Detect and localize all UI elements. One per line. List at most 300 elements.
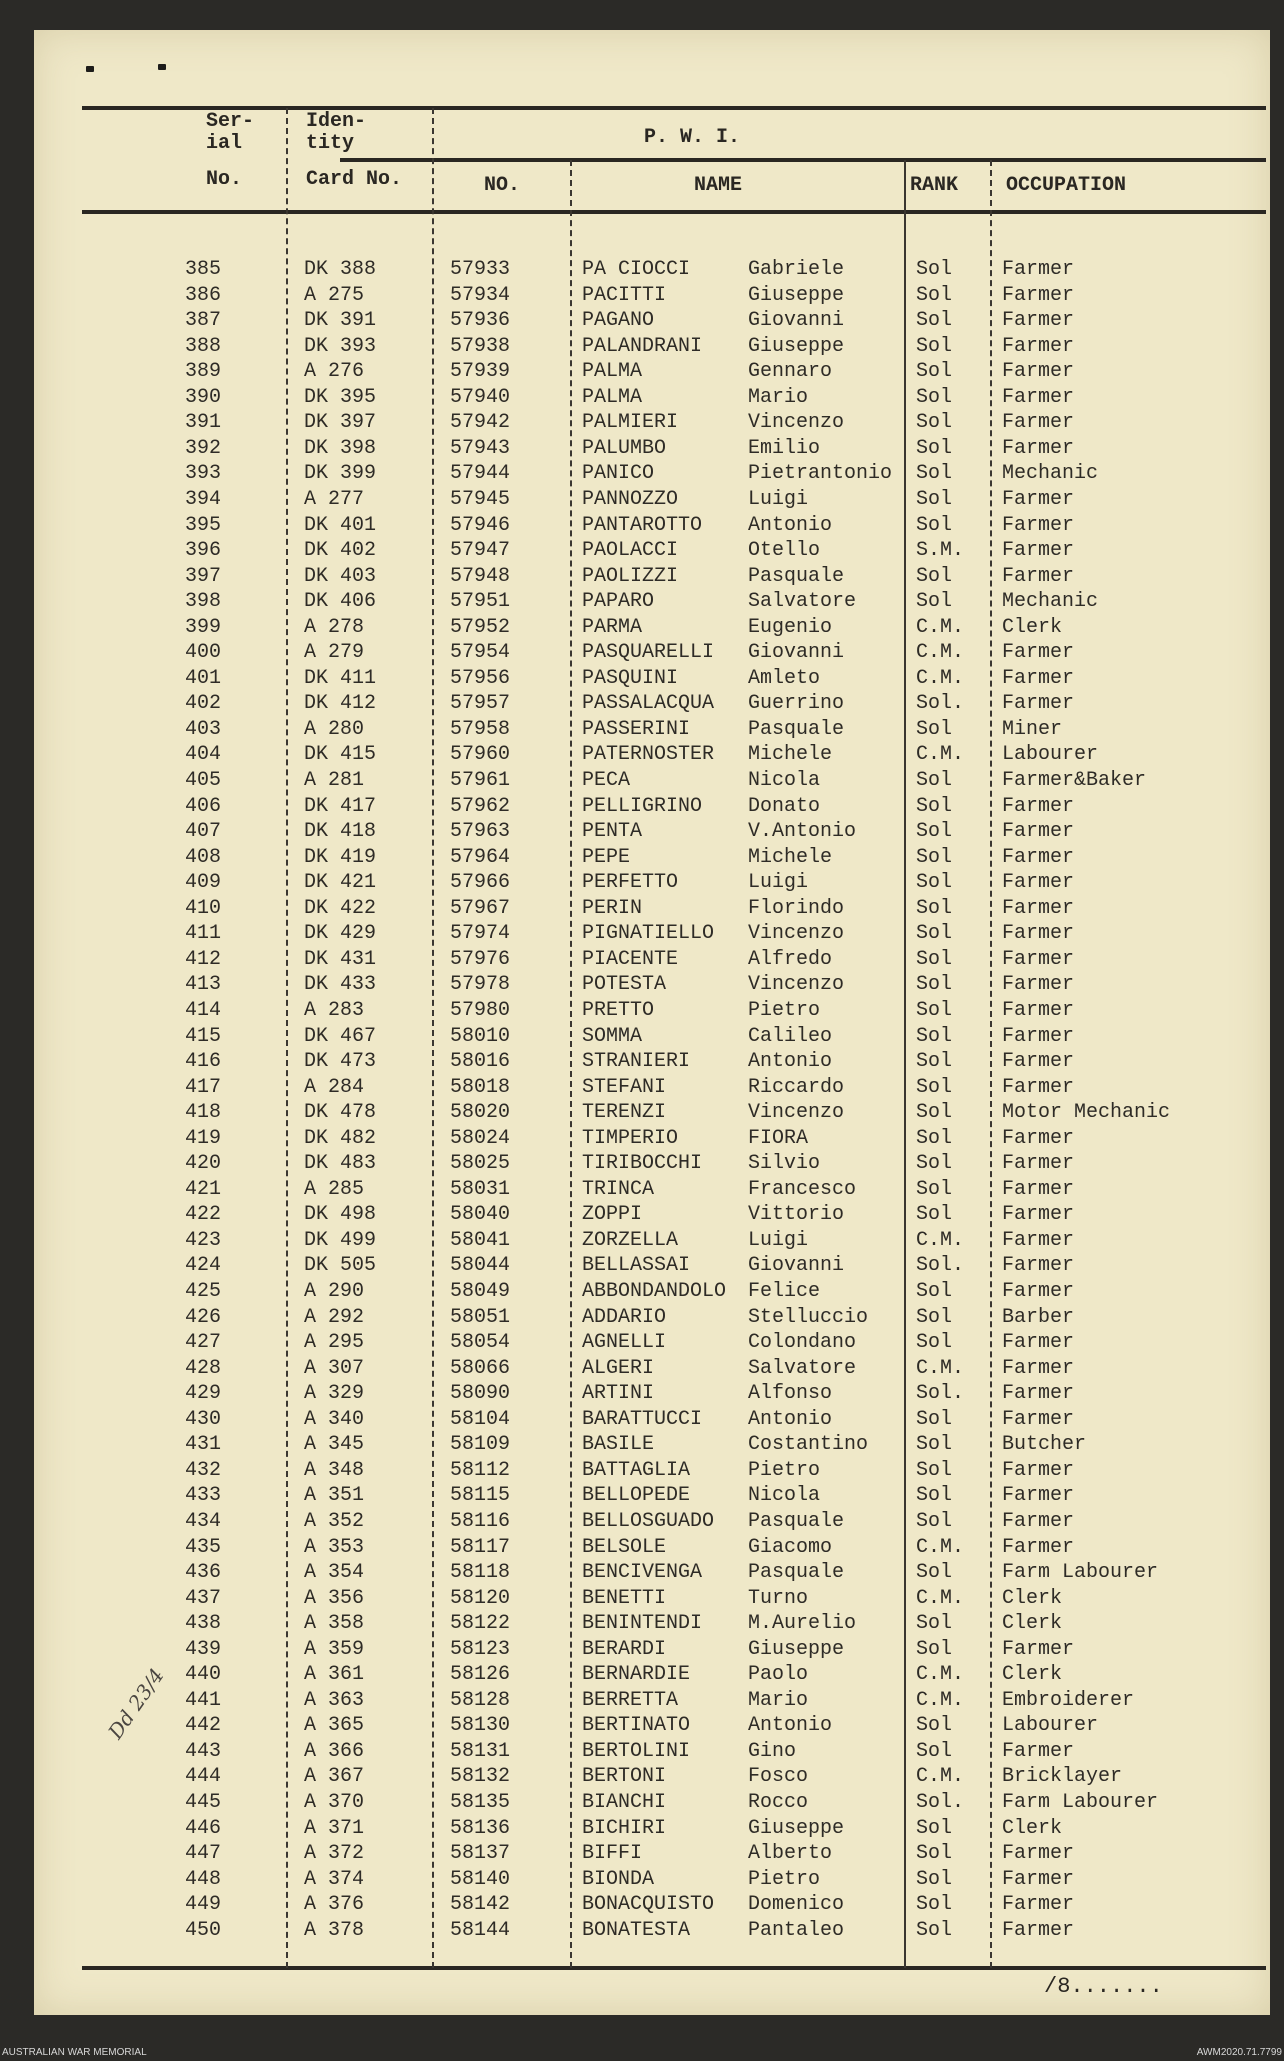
cell-surname: PEPE bbox=[582, 845, 631, 869]
table-row bbox=[34, 641, 1270, 666]
cell-idcard: A 292 bbox=[304, 1305, 365, 1329]
cell-rank: C.M. bbox=[916, 1765, 965, 1789]
cell-rank: C.M. bbox=[916, 1688, 965, 1712]
cell-no: 58122 bbox=[450, 1612, 511, 1636]
cell-no: 57951 bbox=[450, 590, 511, 614]
cell-no: 57936 bbox=[450, 309, 511, 333]
cell-idcard: A 307 bbox=[304, 1356, 365, 1380]
cell-idcard: DK 419 bbox=[304, 845, 377, 869]
table-row bbox=[34, 846, 1270, 871]
cell-surname: BONATESTA bbox=[582, 1918, 691, 1942]
cell-given: Donato bbox=[748, 794, 821, 818]
cell-occupation: Farmer bbox=[1002, 1458, 1075, 1482]
cell-serial: 448 bbox=[185, 1867, 222, 1891]
cell-occupation: Farmer bbox=[1002, 564, 1075, 588]
cell-rank: Sol bbox=[916, 385, 953, 409]
cell-rank: C.M. bbox=[916, 666, 965, 690]
cell-idcard: A 352 bbox=[304, 1509, 365, 1533]
cell-given: Guerrino bbox=[748, 692, 845, 716]
cell-rank: Sol bbox=[916, 1203, 953, 1227]
cell-no: 57945 bbox=[450, 487, 511, 511]
cell-no: 58104 bbox=[450, 1407, 511, 1431]
cell-serial: 388 bbox=[185, 334, 222, 358]
cell-serial: 439 bbox=[185, 1637, 222, 1661]
cell-rank: Sol bbox=[916, 871, 953, 895]
cell-no: 57960 bbox=[450, 743, 511, 767]
cell-rank: Sol bbox=[916, 1509, 953, 1533]
cell-surname: PAGANO bbox=[582, 309, 655, 333]
cell-rank: Sol bbox=[916, 564, 953, 588]
cell-surname: ARTINI bbox=[582, 1382, 655, 1406]
cell-surname: BELLOPEDE bbox=[582, 1484, 691, 1508]
table-row bbox=[34, 1025, 1270, 1050]
cell-occupation: Miner bbox=[1002, 717, 1063, 741]
cell-idcard: DK 402 bbox=[304, 539, 377, 563]
cell-idcard: A 281 bbox=[304, 769, 365, 792]
table-row bbox=[34, 616, 1270, 641]
cell-idcard: A 361 bbox=[304, 1663, 365, 1687]
cell-occupation: Farmer bbox=[1002, 385, 1075, 409]
table-row bbox=[34, 718, 1270, 743]
cell-given: Giovanni bbox=[748, 1254, 845, 1278]
cell-no: 57933 bbox=[450, 258, 511, 281]
cell-occupation: Farmer bbox=[1002, 1407, 1075, 1431]
cell-occupation: Farmer bbox=[1002, 947, 1075, 971]
cell-surname: PECA bbox=[582, 769, 631, 792]
cell-surname: BONACQUISTO bbox=[582, 1893, 715, 1917]
cell-occupation: Farmer bbox=[1002, 436, 1075, 460]
cell-given: Mario bbox=[748, 385, 809, 409]
header-serial-3: No. bbox=[206, 168, 243, 191]
table-row bbox=[34, 1740, 1270, 1765]
cell-idcard: A 280 bbox=[304, 717, 365, 741]
table-row bbox=[34, 360, 1270, 385]
cell-idcard: A 278 bbox=[304, 615, 365, 639]
cell-no: 58051 bbox=[450, 1305, 511, 1329]
cell-occupation: Farmer bbox=[1002, 513, 1075, 537]
cell-serial: 398 bbox=[185, 590, 222, 614]
cell-surname: TERENZI bbox=[582, 1101, 667, 1125]
table-row bbox=[34, 897, 1270, 922]
cell-occupation: Farmer bbox=[1002, 539, 1075, 563]
table-row bbox=[34, 1689, 1270, 1714]
cell-no: 58120 bbox=[450, 1586, 511, 1610]
cell-idcard: DK 412 bbox=[304, 692, 377, 716]
table-bottom-rule bbox=[82, 1966, 1266, 1970]
cell-given: Vittorio bbox=[748, 1203, 845, 1227]
cell-given: Alberto bbox=[748, 1842, 833, 1866]
cell-given: Riccardo bbox=[748, 1075, 845, 1099]
cell-serial: 406 bbox=[185, 794, 222, 818]
cell-rank: Sol bbox=[916, 1126, 953, 1150]
cell-given: Gabriele bbox=[748, 258, 845, 281]
cell-surname: BERRETTA bbox=[582, 1688, 679, 1712]
credit-accession-number: AWM2020.71.7799 bbox=[1196, 2047, 1282, 2058]
cell-rank: Sol bbox=[916, 258, 953, 281]
cell-surname: PALANDRANI bbox=[582, 334, 703, 358]
cell-no: 57948 bbox=[450, 564, 511, 588]
cell-surname: PANICO bbox=[582, 462, 655, 486]
cell-idcard: DK 505 bbox=[304, 1254, 377, 1278]
cell-occupation: Mechanic bbox=[1002, 462, 1099, 486]
cell-occupation: Farmer bbox=[1002, 1126, 1075, 1150]
cell-surname: BICHIRI bbox=[582, 1816, 667, 1840]
cell-occupation: Barber bbox=[1002, 1305, 1075, 1329]
cell-surname: TIMPERIO bbox=[582, 1126, 679, 1150]
cell-rank: Sol bbox=[916, 1177, 953, 1201]
cell-rank: C.M. bbox=[916, 1356, 965, 1380]
cell-idcard: A 378 bbox=[304, 1918, 365, 1942]
cell-no: 58066 bbox=[450, 1356, 511, 1380]
cell-serial: 404 bbox=[185, 743, 222, 767]
cell-surname: PACITTI bbox=[582, 283, 667, 307]
table-row bbox=[34, 999, 1270, 1024]
cell-occupation: Farmer bbox=[1002, 820, 1075, 844]
cell-no: 58016 bbox=[450, 1050, 511, 1074]
cell-surname: BATTAGLIA bbox=[582, 1458, 691, 1482]
cell-surname: BENETTI bbox=[582, 1586, 667, 1610]
cell-idcard: A 277 bbox=[304, 487, 365, 511]
cell-surname: PERFETTO bbox=[582, 871, 679, 895]
table-row bbox=[34, 258, 1270, 283]
cell-no: 58018 bbox=[450, 1075, 511, 1099]
cell-occupation: Farmer bbox=[1002, 1331, 1075, 1355]
cell-occupation: Farmer bbox=[1002, 641, 1075, 665]
cell-no: 57946 bbox=[450, 513, 511, 537]
cell-given: Rocco bbox=[748, 1791, 809, 1814]
cell-surname: ZORZELLA bbox=[582, 1228, 679, 1252]
cell-no: 57956 bbox=[450, 666, 511, 690]
cell-no: 57947 bbox=[450, 539, 511, 563]
cell-idcard: DK 403 bbox=[304, 564, 377, 588]
cell-no: 58109 bbox=[450, 1433, 511, 1457]
cell-occupation: Farmer bbox=[1002, 1739, 1075, 1763]
cell-serial: 415 bbox=[185, 1024, 222, 1048]
cell-rank: Sol bbox=[916, 309, 953, 333]
table-row bbox=[34, 1638, 1270, 1663]
cell-surname: PASSALACQUA bbox=[582, 692, 715, 716]
cell-given: Antonio bbox=[748, 1407, 833, 1431]
cell-no: 58118 bbox=[450, 1561, 511, 1585]
cell-occupation: Mechanic bbox=[1002, 590, 1099, 614]
cell-given: Vincenzo bbox=[748, 411, 845, 435]
table-row bbox=[34, 309, 1270, 334]
cell-given: Turno bbox=[748, 1586, 809, 1610]
cell-occupation: Farmer bbox=[1002, 998, 1075, 1022]
table-row bbox=[34, 1408, 1270, 1433]
table-row bbox=[34, 1765, 1270, 1790]
cell-surname: PARMA bbox=[582, 615, 643, 639]
cell-serial: 449 bbox=[185, 1893, 222, 1917]
cell-given: Pietro bbox=[748, 998, 821, 1022]
cell-surname: BERTINATO bbox=[582, 1714, 691, 1738]
header-group: P. W. I. bbox=[644, 126, 741, 149]
cell-occupation: Farmer bbox=[1002, 1228, 1075, 1252]
cell-given: Pasquale bbox=[748, 717, 845, 741]
cell-serial: 441 bbox=[185, 1688, 222, 1712]
cell-occupation: Farmer bbox=[1002, 1867, 1075, 1891]
cell-given: Salvatore bbox=[748, 590, 857, 614]
cell-given: Emilio bbox=[748, 436, 821, 460]
table-row bbox=[34, 820, 1270, 845]
cell-rank: Sol bbox=[916, 513, 953, 537]
cell-surname: PASQUINI bbox=[582, 666, 679, 690]
cell-occupation: Labourer bbox=[1002, 1714, 1099, 1738]
cell-no: 58020 bbox=[450, 1101, 511, 1125]
table-row bbox=[34, 922, 1270, 947]
table-row bbox=[34, 743, 1270, 768]
cell-rank: Sol bbox=[916, 1714, 953, 1738]
cell-rank: C.M. bbox=[916, 615, 965, 639]
credit-institution: AUSTRALIAN WAR MEMORIAL bbox=[2, 2047, 147, 2058]
cell-serial: 444 bbox=[185, 1765, 222, 1789]
cell-serial: 412 bbox=[185, 947, 222, 971]
page-continuation: /8....... bbox=[1044, 1974, 1163, 1999]
table-row bbox=[34, 335, 1270, 360]
cell-given: Giuseppe bbox=[748, 1816, 845, 1840]
cell-given: Giuseppe bbox=[748, 1637, 845, 1661]
cell-surname: PRETTO bbox=[582, 998, 655, 1022]
cell-occupation: Bricklayer bbox=[1002, 1765, 1123, 1789]
cell-no: 57957 bbox=[450, 692, 511, 716]
cell-idcard: DK 498 bbox=[304, 1203, 377, 1227]
cell-idcard: A 374 bbox=[304, 1867, 365, 1891]
cell-given: Pietro bbox=[748, 1458, 821, 1482]
cell-rank: Sol bbox=[916, 1458, 953, 1482]
cell-no: 58115 bbox=[450, 1484, 511, 1508]
cell-occupation: Farmer bbox=[1002, 973, 1075, 997]
cell-no: 58031 bbox=[450, 1177, 511, 1201]
header-no: NO. bbox=[484, 174, 521, 197]
cell-rank: Sol bbox=[916, 283, 953, 307]
cell-idcard: A 370 bbox=[304, 1791, 365, 1814]
cell-serial: 446 bbox=[185, 1816, 222, 1840]
cell-idcard: A 366 bbox=[304, 1739, 365, 1763]
cell-idcard: DK 421 bbox=[304, 871, 377, 895]
cell-no: 58049 bbox=[450, 1280, 511, 1303]
cell-no: 58117 bbox=[450, 1535, 511, 1559]
cell-idcard: A 285 bbox=[304, 1177, 365, 1201]
cell-given: Pasquale bbox=[748, 1561, 845, 1585]
cell-rank: Sol bbox=[916, 1050, 953, 1074]
cell-occupation: Farmer bbox=[1002, 1075, 1075, 1099]
cell-occupation: Clerk bbox=[1002, 1663, 1063, 1687]
cell-rank: Sol bbox=[916, 1816, 953, 1840]
cell-occupation: Farmer bbox=[1002, 360, 1075, 384]
cell-given: Gennaro bbox=[748, 360, 833, 384]
cell-rank: Sol bbox=[916, 1024, 953, 1048]
cell-rank: Sol bbox=[916, 1867, 953, 1891]
cell-serial: 440 bbox=[185, 1663, 222, 1687]
cell-occupation: Farmer bbox=[1002, 411, 1075, 435]
cell-no: 58140 bbox=[450, 1867, 511, 1891]
cell-occupation: Farmer bbox=[1002, 1893, 1075, 1917]
cell-surname: BELSOLE bbox=[582, 1535, 667, 1559]
table-row bbox=[34, 1306, 1270, 1331]
header-occupation: OCCUPATION bbox=[1006, 174, 1127, 197]
cell-idcard: A 353 bbox=[304, 1535, 365, 1559]
table-row bbox=[34, 1331, 1270, 1356]
cell-serial: 447 bbox=[185, 1842, 222, 1866]
cell-rank: Sol bbox=[916, 1739, 953, 1763]
cell-occupation: Labourer bbox=[1002, 743, 1099, 767]
cell-occupation: Butcher bbox=[1002, 1433, 1087, 1457]
cell-occupation: Farm Labourer bbox=[1002, 1561, 1159, 1585]
cell-serial: 442 bbox=[185, 1714, 222, 1738]
cell-serial: 385 bbox=[185, 258, 222, 281]
cell-surname: TRINCA bbox=[582, 1177, 655, 1201]
cell-no: 57962 bbox=[450, 794, 511, 818]
cell-serial: 432 bbox=[185, 1458, 222, 1482]
cell-serial: 400 bbox=[185, 641, 222, 665]
cell-surname: BASILE bbox=[582, 1433, 655, 1457]
cell-rank: Sol bbox=[916, 590, 953, 614]
cell-rank: C.M. bbox=[916, 743, 965, 767]
cell-surname: BIANCHI bbox=[582, 1791, 667, 1814]
cell-rank: C.M. bbox=[916, 1586, 965, 1610]
cell-serial: 423 bbox=[185, 1228, 222, 1252]
cell-surname: BIONDA bbox=[582, 1867, 655, 1891]
table-row bbox=[34, 539, 1270, 564]
cell-given: Giovanni bbox=[748, 309, 845, 333]
cell-no: 58136 bbox=[450, 1816, 511, 1840]
cell-occupation: Farmer bbox=[1002, 1484, 1075, 1508]
cell-idcard: A 359 bbox=[304, 1637, 365, 1661]
cell-surname: BENCIVENGA bbox=[582, 1561, 703, 1585]
cell-given: Pantaleo bbox=[748, 1918, 845, 1942]
cell-given: Amleto bbox=[748, 666, 821, 690]
cell-serial: 387 bbox=[185, 309, 222, 333]
cell-no: 58137 bbox=[450, 1842, 511, 1866]
cell-serial: 391 bbox=[185, 411, 222, 435]
cell-idcard: A 371 bbox=[304, 1816, 365, 1840]
cell-occupation: Farmer bbox=[1002, 692, 1075, 716]
cell-idcard: A 284 bbox=[304, 1075, 365, 1099]
cell-surname: BELLOSGUADO bbox=[582, 1509, 715, 1533]
cell-surname: PASQUARELLI bbox=[582, 641, 715, 665]
table-row bbox=[34, 1280, 1270, 1305]
handwritten-annotation: Dd 23/4 bbox=[103, 1663, 169, 1744]
cell-rank: Sol bbox=[916, 1484, 953, 1508]
cell-rank: Sol bbox=[916, 411, 953, 435]
table-row bbox=[34, 590, 1270, 615]
cell-given: Vincenzo bbox=[748, 922, 845, 946]
cell-given: Alfonso bbox=[748, 1382, 833, 1406]
cell-given: Eugenio bbox=[748, 615, 833, 639]
cell-idcard: A 363 bbox=[304, 1688, 365, 1712]
table-row bbox=[34, 973, 1270, 998]
cell-occupation: Motor Mechanic bbox=[1002, 1101, 1171, 1125]
cell-occupation: Farmer bbox=[1002, 1152, 1075, 1176]
cell-serial: 422 bbox=[185, 1203, 222, 1227]
cell-serial: 408 bbox=[185, 845, 222, 869]
table-row bbox=[34, 1459, 1270, 1484]
table-row bbox=[34, 1484, 1270, 1509]
cell-idcard: A 365 bbox=[304, 1714, 365, 1738]
cell-surname: BENINTENDI bbox=[582, 1612, 703, 1636]
table-row bbox=[34, 1101, 1270, 1126]
cell-given: Giovanni bbox=[748, 641, 845, 665]
cell-given: Salvatore bbox=[748, 1356, 857, 1380]
cell-rank: Sol bbox=[916, 1561, 953, 1585]
cell-idcard: DK 433 bbox=[304, 973, 377, 997]
cell-serial: 430 bbox=[185, 1407, 222, 1431]
cell-occupation: Clerk bbox=[1002, 1816, 1063, 1840]
cell-surname: PENTA bbox=[582, 820, 643, 844]
cell-serial: 418 bbox=[185, 1101, 222, 1125]
cell-occupation: Farmer bbox=[1002, 309, 1075, 333]
cell-given: Pasquale bbox=[748, 564, 845, 588]
cell-occupation: Farmer bbox=[1002, 794, 1075, 818]
cell-rank: C.M. bbox=[916, 1535, 965, 1559]
cell-occupation: Farmer bbox=[1002, 1254, 1075, 1278]
punch-hole bbox=[86, 66, 94, 72]
cell-serial: 397 bbox=[185, 564, 222, 588]
table-row bbox=[34, 1229, 1270, 1254]
cell-rank: Sol bbox=[916, 947, 953, 971]
cell-occupation: Farmer bbox=[1002, 1203, 1075, 1227]
cell-given: Giuseppe bbox=[748, 283, 845, 307]
cell-surname: SOMMA bbox=[582, 1024, 643, 1048]
cell-serial: 386 bbox=[185, 283, 222, 307]
cell-idcard: DK 467 bbox=[304, 1024, 377, 1048]
cell-occupation: Embroiderer bbox=[1002, 1688, 1135, 1712]
cell-rank: Sol bbox=[916, 794, 953, 818]
cell-no: 57974 bbox=[450, 922, 511, 946]
cell-no: 58090 bbox=[450, 1382, 511, 1406]
cell-given: Luigi bbox=[748, 871, 809, 895]
table-row bbox=[34, 1178, 1270, 1203]
cell-no: 58135 bbox=[450, 1791, 511, 1814]
header-identity-2: tity bbox=[306, 132, 355, 155]
header-serial-2: ial bbox=[206, 132, 243, 155]
cell-given: Antonio bbox=[748, 1050, 833, 1074]
cell-idcard: DK 399 bbox=[304, 462, 377, 486]
cell-rank: Sol. bbox=[916, 1254, 965, 1278]
cell-rank: Sol bbox=[916, 998, 953, 1022]
cell-rank: Sol bbox=[916, 1842, 953, 1866]
cell-idcard: DK 393 bbox=[304, 334, 377, 358]
header-rank: RANK bbox=[910, 174, 959, 197]
cell-idcard: DK 483 bbox=[304, 1152, 377, 1176]
table-row bbox=[34, 667, 1270, 692]
cell-serial: 409 bbox=[185, 871, 222, 895]
cell-occupation: Farmer&Baker bbox=[1002, 769, 1147, 792]
cell-rank: C.M. bbox=[916, 1228, 965, 1252]
table-row bbox=[34, 1791, 1270, 1816]
cell-no: 57964 bbox=[450, 845, 511, 869]
cell-serial: 436 bbox=[185, 1561, 222, 1585]
cell-surname: PAPARO bbox=[582, 590, 655, 614]
cell-idcard: DK 401 bbox=[304, 513, 377, 537]
cell-idcard: A 283 bbox=[304, 998, 365, 1022]
cell-occupation: Farmer bbox=[1002, 845, 1075, 869]
cell-occupation: Clerk bbox=[1002, 1612, 1063, 1636]
table-row bbox=[34, 1254, 1270, 1279]
cell-no: 58123 bbox=[450, 1637, 511, 1661]
cell-given: Francesco bbox=[748, 1177, 857, 1201]
cell-rank: Sol bbox=[916, 820, 953, 844]
cell-given: Domenico bbox=[748, 1893, 845, 1917]
table-row bbox=[34, 411, 1270, 436]
cell-rank: C.M. bbox=[916, 641, 965, 665]
cell-rank: Sol bbox=[916, 1893, 953, 1917]
cell-rank: Sol bbox=[916, 1101, 953, 1125]
cell-no: 58010 bbox=[450, 1024, 511, 1048]
cell-occupation: Clerk bbox=[1002, 1586, 1063, 1610]
cell-serial: 402 bbox=[185, 692, 222, 716]
cell-serial: 407 bbox=[185, 820, 222, 844]
